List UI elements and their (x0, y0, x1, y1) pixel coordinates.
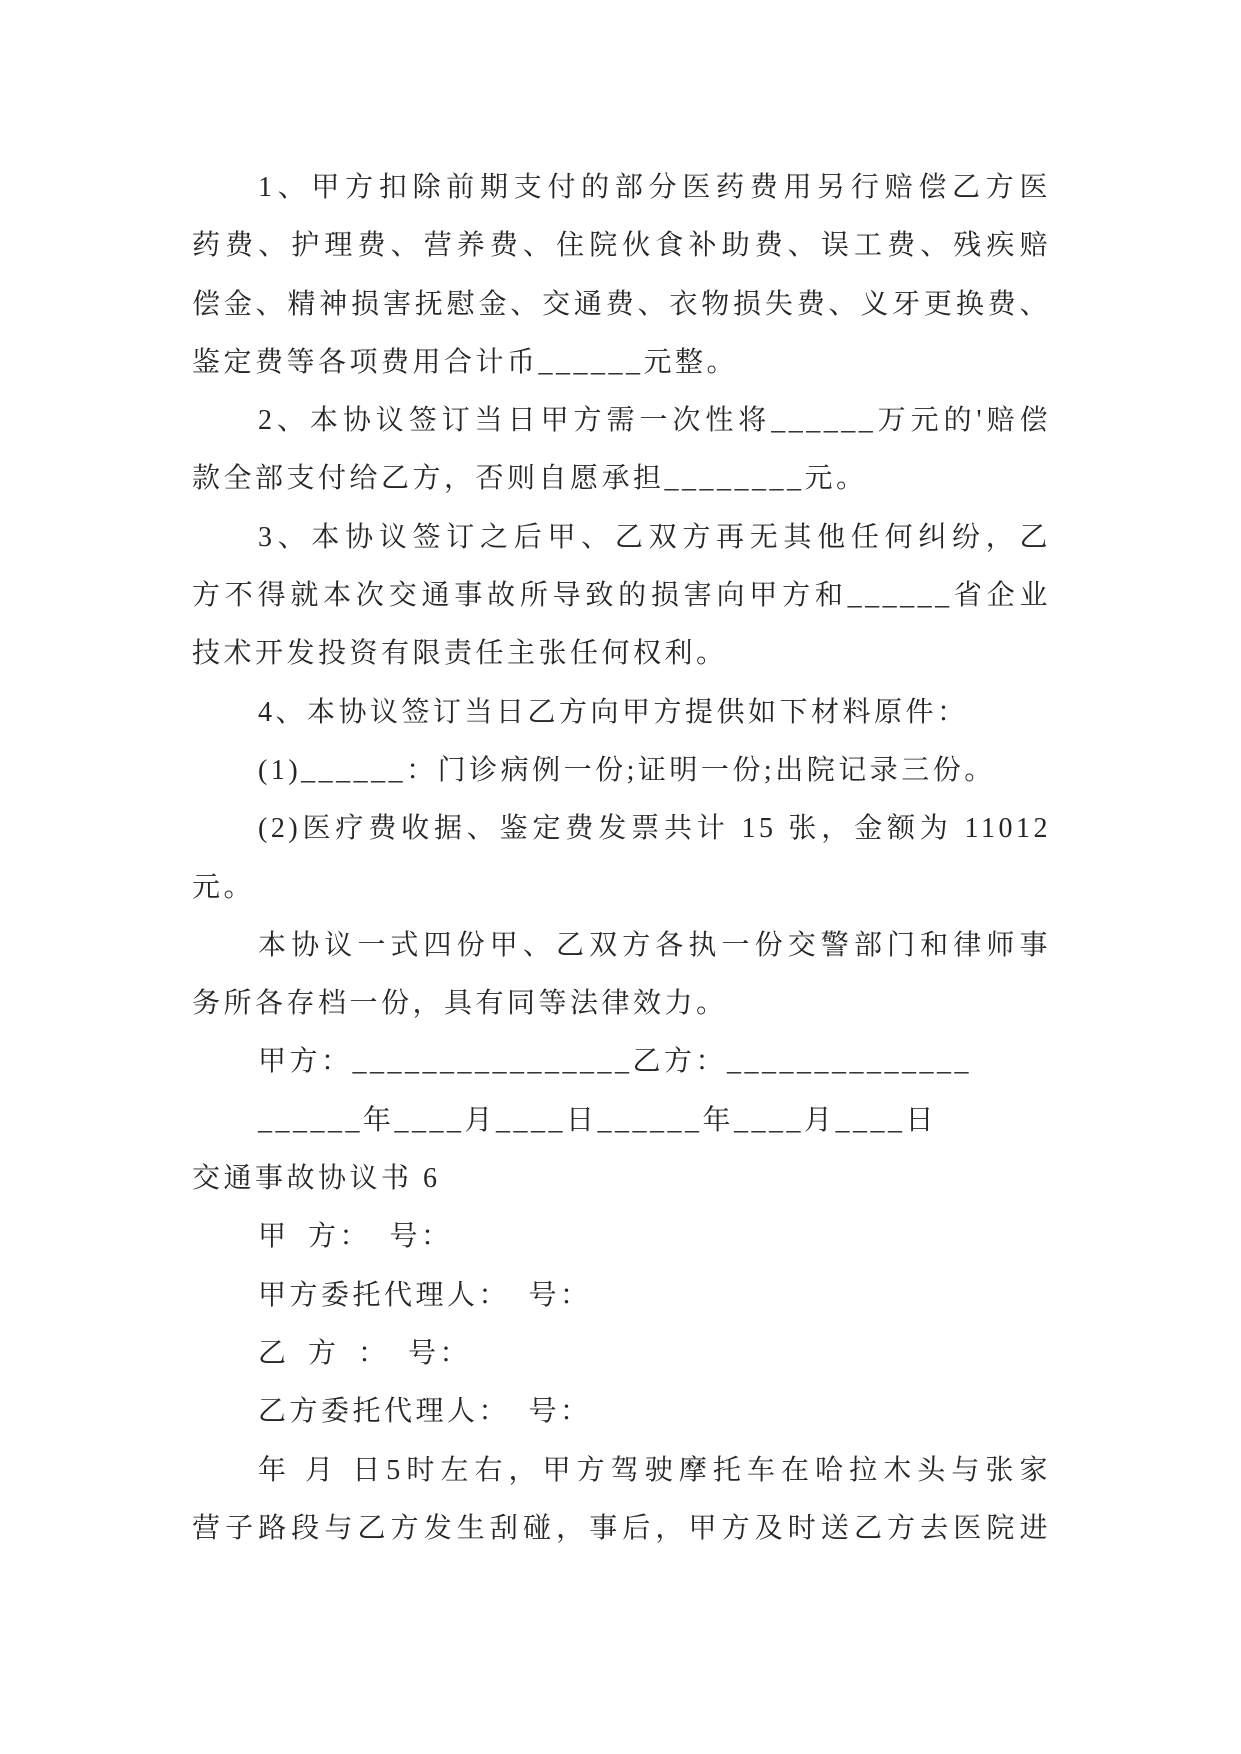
copies-clause-line-2: 务所各存档一份，具有同等法律效力。 (192, 988, 728, 1020)
date-line: ______年____月____日______年____月____日 (258, 1104, 938, 1136)
clause-1 (192, 159, 1051, 392)
clause-1-line-1: 1、甲方扣除前期支付的部分医药费用另行赔偿乙方医 (258, 172, 1051, 203)
material-item-2-line-1: (2)医疗费收据、鉴定费发票共计 15 张，金额为 11012 (258, 813, 1051, 845)
party-b-field: 乙 方 ： 号： (258, 1337, 472, 1369)
clause-1-line-4: 鉴定费等各项费用合计币______元整。 (192, 346, 739, 378)
clause-3-line-2: 方不得就本次交通事故所导致的损害向甲方和______省企业 (192, 580, 1051, 612)
clause-3-line-1: 3、本协议签订之后甲、乙双方再无其他任何纠纷，乙 (258, 521, 1051, 553)
copies-clause (192, 917, 1051, 1034)
clause-2 (192, 392, 1051, 509)
clause-4 (192, 684, 1051, 742)
facts-line-1: 年 月 日5时左右，甲方驾驶摩托车在哈拉木头与张家 (258, 1454, 1051, 1486)
clause-2-line-1: 2、本协议签订当日甲方需一次性将______万元的'赔偿 (258, 405, 1051, 437)
clause-2-line-2: 款全部支付给乙方，否则自愿承担________元。 (192, 463, 868, 495)
material-item-1-line-1: (1)______：门诊病例一份;证明一份;出院记录三份。 (258, 754, 996, 786)
document-body (192, 159, 1051, 1558)
material-item-2-line-2: 元。 (192, 871, 256, 903)
copies-clause-line-1: 本协议一式四份甲、乙双方各执一份交警部门和律师事 (258, 929, 1051, 961)
facts-paragraph (192, 1442, 1051, 1559)
clause-1-line-3: 偿金、精神损害抚慰金、交通费、衣物损失费、义牙更换费、 (192, 288, 1051, 320)
material-item-1 (192, 742, 1051, 800)
clause-3 (192, 509, 1051, 684)
party-a-agent-field: 甲方委托代理人： 号： (258, 1279, 592, 1311)
agreement-6-title: 交通事故协议书 6 (192, 1163, 441, 1195)
clause-1-line-2: 药费、护理费、营养费、住院伙食补助费、误工费、残疾赔 (192, 230, 1051, 262)
clause-4-line-1: 4、本协议签订当日乙方向甲方提供如下材料原件： (258, 696, 969, 728)
clause-3-line-3: 技术开发投资有限责任主张任何权利。 (192, 638, 728, 670)
party-b-agent-field: 乙方委托代理人： 号： (258, 1396, 592, 1428)
signature-line: 甲方：________________乙方：______________ (258, 1046, 973, 1078)
facts-line-2: 营子路段与乙方发生刮碰，事后，甲方及时送乙方去医院进 (192, 1512, 1051, 1544)
party-a-field: 甲 方： 号： (258, 1221, 453, 1253)
material-item-2 (192, 800, 1051, 917)
